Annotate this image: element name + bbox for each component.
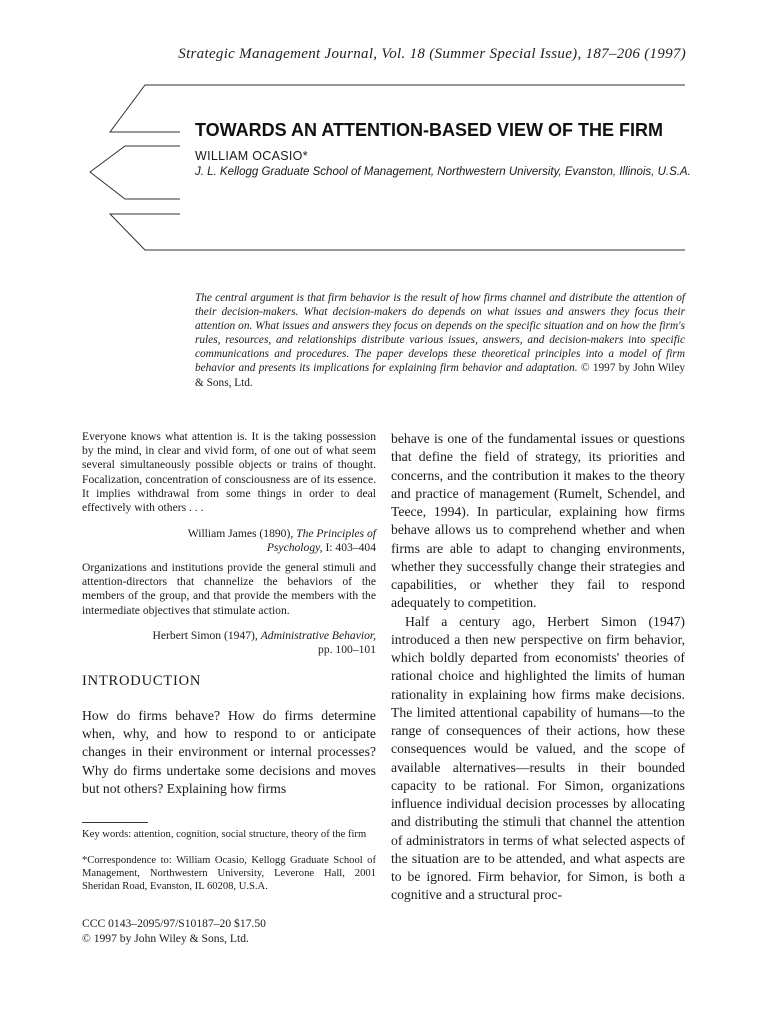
epigraph-james-attribution <box>82 527 376 555</box>
body-paragraph-1: behave is one of the fundamental issues or questions that define the field of strategy, its priorities and concerns, and the contribution it makes to the theory and practice of management (Rumelt, Schendel, and Teece, 1994). In particular, explaining how firms behave allows us to comprehend whether and when firms are able to adapt to changing environments, whether they successfully change their strategies and capabilities, or whether they fail to respond adequately to competition. <box>391 431 685 611</box>
epigraph-james-quote: Everyone knows what attention is. It is the taking possession by the mind, in clear and vivid form, of one out of what seem several simultaneously possible objects or trains of thought. Focalization, concentration of consciousness are of its essence. It implies withdrawal from some things in order to deal effectively with others . . . <box>82 430 376 515</box>
epigraph-james-pages: I: 403–404 <box>325 541 376 555</box>
epigraph-james-author: William James (1890), <box>187 527 294 540</box>
introduction-text: How do firms behave? How do firms determine when, why, and how to respond to or anticipate changes in their environment or internal processes? Why do firms undertake some decisions and moves but not others? Explaining how firms <box>82 708 376 796</box>
correspondence-footnote: *Correspondence to: William Ocasio, Kellogg Graduate School of Management, Northwestern University, Leverone Hall, 2001 Sheridan Road, Evanston, IL 60208, U.S.A. <box>82 855 376 892</box>
abstract-text: The central argument is that firm behavior is the result of how firms channel and distribute the attention of their decision-makers. What decision-makers do depends on what issues and answers they focus their attention on. What issues and answers they focus on depends on the specific situation and on how the firm's rules, resources, and relationships distribute various issues, answers, and decision-makers into specific communications and procedures. The paper develops these theoretical principles into a model of firm behavior and presents its implications for explaining firm behavior and adaptation. <box>195 292 685 375</box>
epigraph-james-book-a: The Principles of <box>296 527 376 540</box>
epigraph-simon-author: Herbert Simon (1947), <box>152 629 258 642</box>
epigraph-simon-quote: Organizations and institutions provide the general stimuli and attention-directors that channelize the behaviors of the members of the group, and that provide the members with the intermediate objectives that stimulate action. <box>82 561 376 617</box>
journal-header: Strategic Management Journal, Vol. 18 (Summer Special Issue), 187–206 (1997) <box>178 46 686 62</box>
introduction-heading: INTRODUCTION <box>82 673 202 689</box>
abstract <box>195 291 685 390</box>
body-paragraph-2: Half a century ago, Herbert Simon (1947) introduced a then new perspective on firm behavior, which boldly departed from economists' theories of rational choice and highlighted the limits of human rationality in explaining how firms make decisions. The limited attentional capability of humans—to the range of consequences of their actions, how these consequences would be valued, and the scope of available alternatives—results in their bounded capacity to be rational. For Simon, organizations influence individual decision processes by allocating and distributing the stimuli that channel the attention of administrators in terms of what selected aspects of the situation are to be attended, and what aspects are to be ignored. Firm behavior, for Simon, is both a cognitive and a structural proc- <box>391 613 685 903</box>
epigraph-simon-attribution <box>82 629 376 657</box>
ccc-code: CCC 0143–2095/97/S10187–20 $17.50 <box>82 917 266 930</box>
footer-copyright: © 1997 by John Wiley & Sons, Ltd. <box>82 932 249 945</box>
right-column <box>391 430 685 905</box>
title-block <box>195 120 695 180</box>
author-affiliation: J. L. Kellogg Graduate School of Management, Northwestern University, Evanston, Illinois, U.S.A. <box>195 166 691 178</box>
footnote-rule <box>82 822 148 823</box>
abstract-copyright: © 1997 by John Wiley & Sons, Ltd. <box>195 362 686 389</box>
epigraph-simon-book: Administrative Behavior, <box>260 629 376 642</box>
article-title: TOWARDS AN ATTENTION-BASED VIEW OF THE FIRM <box>195 120 663 140</box>
keywords-footnote: Key words: attention, cognition, social structure, theory of the firm <box>82 829 367 840</box>
epigraph-simon-pages: pp. 100–101 <box>318 643 376 657</box>
epigraph-james-book-b: Psychology, <box>266 541 323 555</box>
author-name: WILLIAM OCASIO* <box>195 149 308 163</box>
